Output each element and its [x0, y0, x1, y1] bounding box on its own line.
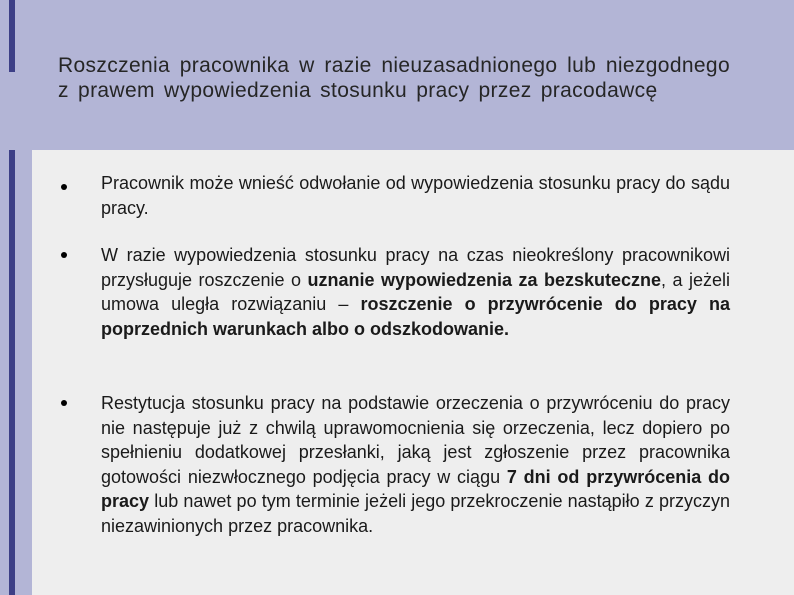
bullet-dot: [61, 400, 67, 406]
bullet-item-1: [101, 171, 730, 220]
text-segment: Pracownik może wnieść odwołanie od wypowiedzenia stosunku pracy do sądu pracy.: [101, 173, 730, 218]
text-segment: W razie wypowiedzenia stosunku pracy na czas nieokreślony pracownikowi przysługuje roszczenie o: [101, 245, 730, 290]
bold-text-segment: uznanie wypowiedzenia za bezskuteczne: [307, 269, 662, 290]
slide-title: Roszczenia pracownika w razie nieuzasadnionego lub niezgodnego z prawem wypowiedzenia stosunku pracy przez pracodawcę: [58, 54, 730, 102]
bullet-dot: [61, 252, 67, 258]
accent-stripe-bottom: [9, 150, 15, 595]
text-segment: Restytucja stosunku pracy na podstawie orzeczenia o przywróceniu do pracy nie następuje już z chwilą uprawomocnienia się orzeczenia, lecz dopiero po spełnieniu dodatkowej przesłanki, jaką jest zgłoszenie przez pracownika gotowości niezwłocznego podjęcia pracy w ciągu: [101, 393, 730, 487]
bold-text-segment: 7 dni od przywrócenia do pracy: [101, 466, 731, 511]
bullet-dot: [61, 184, 67, 190]
text-segment: , a jeżeli umowa uległa rozwiązaniu –: [101, 269, 730, 314]
bullet-item-2: [101, 243, 730, 341]
bullet-item-3: [101, 391, 730, 538]
bold-text-segment: roszczenie o przywrócenie do pracy na poprzednich warunkach albo o odszkodowanie.: [101, 294, 730, 339]
text-segment: lub nawet po tym terminie jeżeli jego przekroczenie nastąpiło z przyczyn niezawinionych przez pracownika.: [101, 491, 730, 536]
accent-stripe-top: [9, 0, 15, 72]
